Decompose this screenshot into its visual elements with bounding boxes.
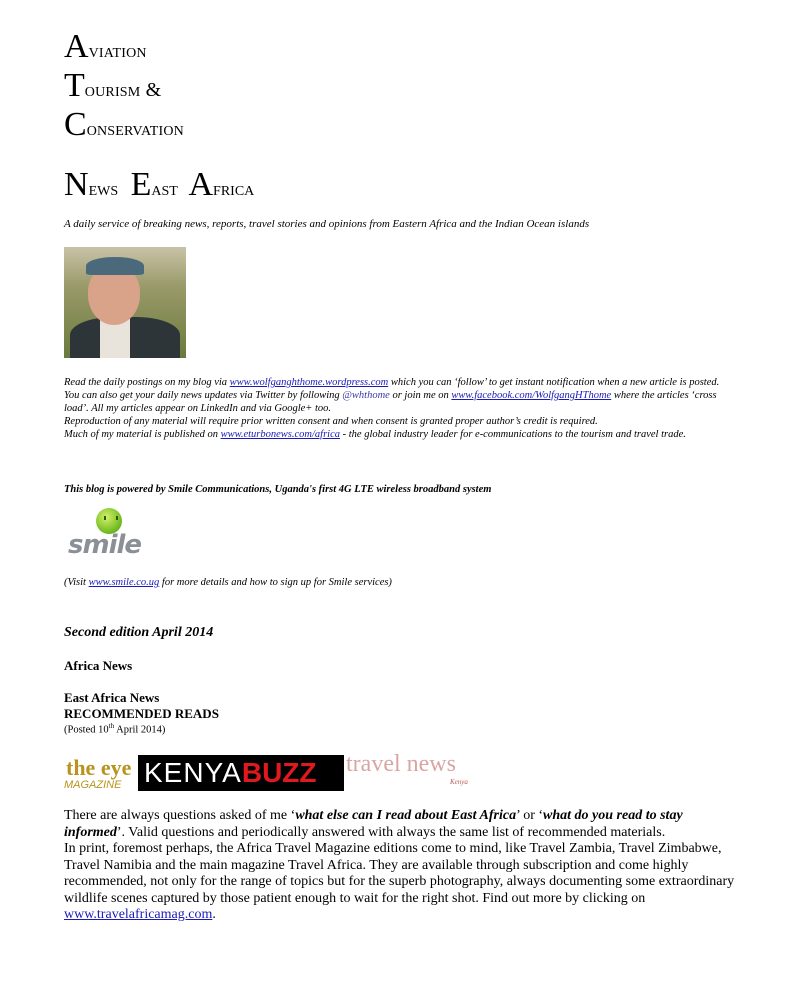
blog-info-published: Much of my material is published on www.eturbonews.com/africa - the global industry leader for e-communications to the tourism and travel trade. (64, 429, 686, 440)
masthead-aviation: Aviation (64, 28, 147, 65)
africa-news-heading: Africa News (64, 658, 133, 673)
travel-news-logo: travel news Kenya (346, 751, 468, 786)
masthead-news-east-africa: News East Africa (64, 166, 255, 203)
blog-info-follow: Read the daily postings on my blog via www.wolfganghthome.wordpress.com which you can ‘follow’ to get instant notification when a new article is posted. (64, 377, 720, 388)
magazine-logos (64, 751, 504, 795)
smile-logo: smile (66, 506, 150, 566)
blog-link[interactable]: www.wolfganghthome.wordpress.com (229, 377, 389, 388)
article-paragraph-1: There are always questions asked of me ‘what else can I read about East Africa’ or ‘what do you read to stay informed’. Valid questions and periodically answered with always the same list of recommended materials. (64, 808, 683, 840)
author-photo (64, 247, 186, 358)
powered-by-text: This blog is powered by Smile Communications, Uganda's first 4G LTE wireless broadband system (64, 484, 492, 495)
east-africa-news-heading: East Africa News RECOMMENDED READS (64, 690, 219, 721)
tagline: A daily service of breaking news, reports, travel stories and opinions from Eastern Africa and the Indian Ocean islands (64, 218, 590, 230)
masthead-tourism: Tourism & (64, 67, 162, 104)
the-eye-logo: the eye MAGAZINE (64, 755, 132, 791)
blog-info (64, 376, 734, 441)
blog-info-reproduction: Reproduction of any material will require prior written consent and when consent is granted proper author’s credit is required. (64, 416, 598, 427)
travelafricamag-link[interactable]: www.travelafricamag.com (64, 907, 213, 922)
visit-smile: (Visit www.smile.co.ug for more details and how to sign up for Smile services) (64, 577, 392, 588)
eturbonews-link[interactable]: www.eturbonews.com/africa (220, 429, 340, 440)
twitter-link[interactable]: @whthome (342, 390, 390, 401)
edition-heading: Second edition April 2014 (64, 625, 214, 640)
article-paragraph-2: In print, foremost perhaps, the Africa Travel Magazine editions come to mind, like Travel Zambia, Travel Zimbabwe, Travel Namibia and the main magazine Travel Africa. They are available through subscription and come highly recommended, not only for the range of topics but for the superb photography, always documenting some extraordinary wildlife scenes captured by those patient enough to wait for the right shot. Find out more by clicking on www.travelafricamag.com. (64, 841, 735, 922)
posted-date: (Posted 10th April 2014) (64, 722, 166, 736)
masthead (64, 30, 184, 147)
blog-info-twitter: You can also get your daily news updates via Twitter by following @whthome or join me on www.facebook.com/WolfgangHThome where the articles ‘cross load’. All my articles appear on LinkedIn and via Google+ too. (64, 390, 717, 414)
masthead-conservation: Conservation (64, 106, 184, 143)
smile-link[interactable]: www.smile.co.ug (88, 577, 160, 588)
facebook-link[interactable]: www.facebook.com/WolfgangHThome (451, 390, 612, 401)
kenya-buzz-logo: KENYA BUZZ (138, 755, 344, 791)
recommended-reads-heading: RECOMMENDED READS (64, 706, 219, 721)
article-body (64, 808, 740, 924)
